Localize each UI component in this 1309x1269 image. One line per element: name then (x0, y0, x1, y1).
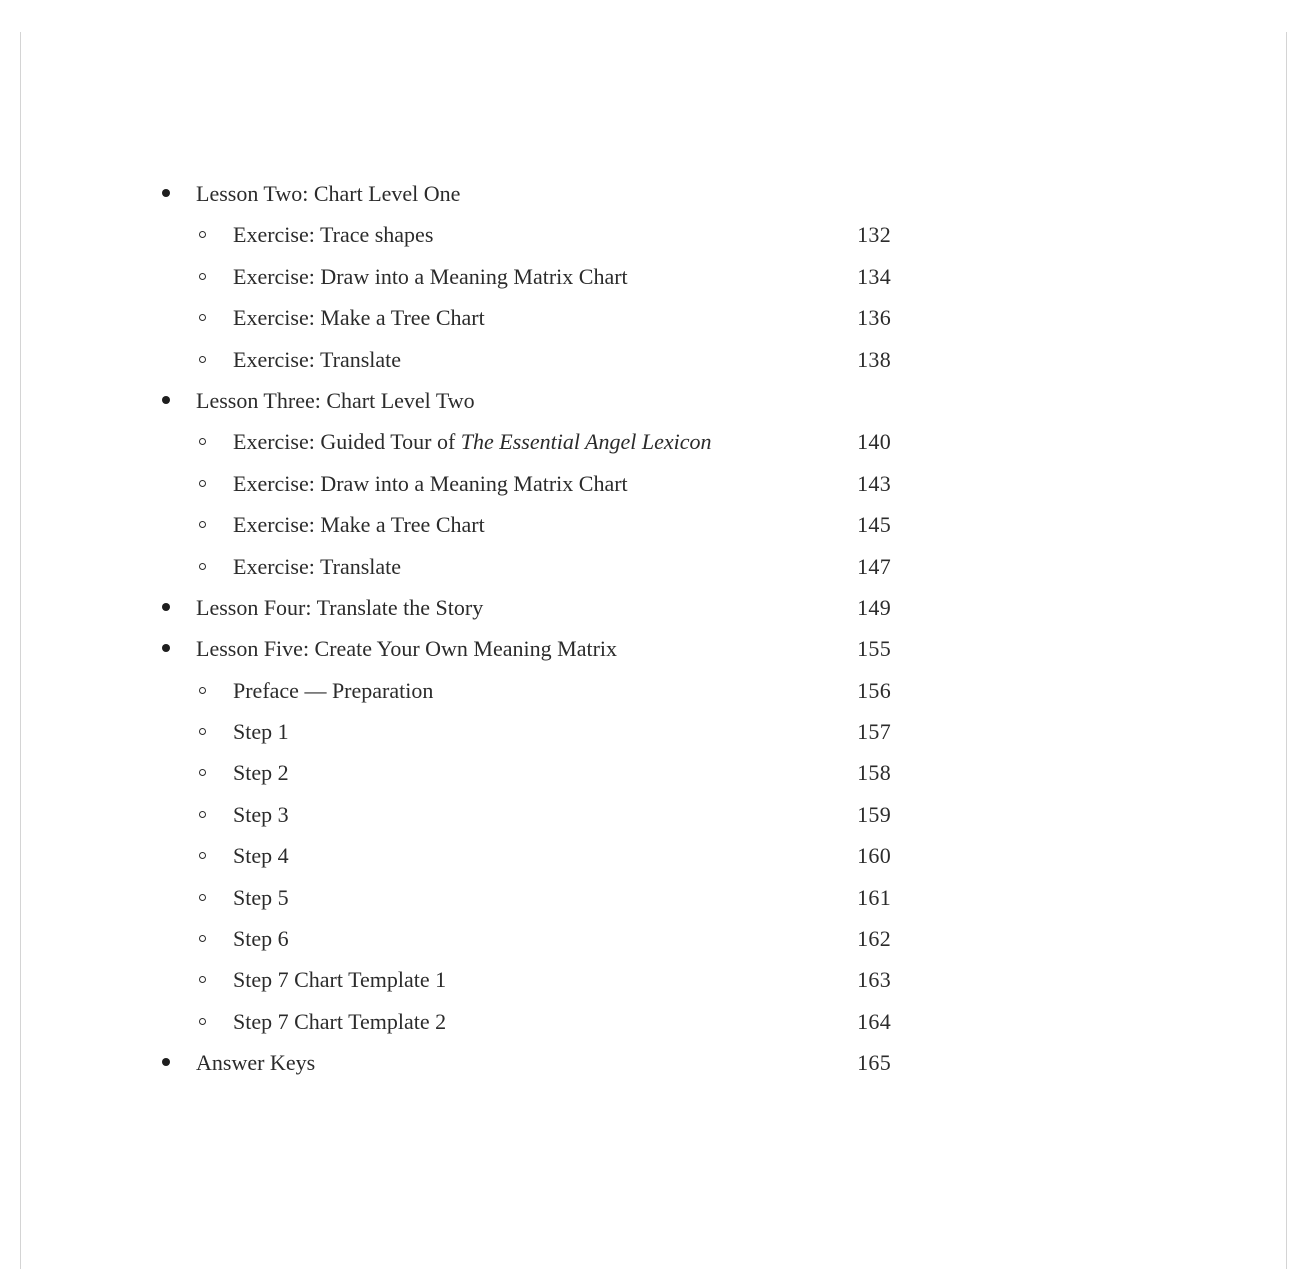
toc-entry-text: Step 5 (233, 884, 289, 910)
toc-page-number: 132 (857, 222, 891, 248)
toc-entry-title (233, 256, 628, 297)
toc-entry-text: Exercise: Translate (233, 346, 402, 372)
toc-entry-text: Lesson Three: Chart Level Two (196, 387, 475, 413)
toc-entry-title (233, 711, 289, 752)
toc-entry-text: Step 3 (233, 801, 289, 827)
toc-subentry (21, 959, 1288, 1000)
toc-page-number: 158 (857, 760, 891, 786)
toc-entry-text: Exercise: Draw into a Meaning Matrix Chart (233, 470, 628, 496)
toc-entry-text: Step 1 (233, 719, 289, 745)
toc-entry-text: Step 7 Chart Template 2 (233, 1008, 447, 1034)
toc-subentry (21, 1001, 1288, 1042)
toc-page-number: 147 (857, 553, 891, 579)
table-of-contents (21, 173, 1288, 1084)
toc-entry-title (233, 297, 485, 338)
toc-subentry (21, 546, 1288, 587)
toc-section-entry (21, 380, 1288, 421)
toc-page-number: 165 (857, 1050, 891, 1076)
toc-entry-text: Exercise: Make a Tree Chart (233, 512, 485, 538)
toc-entry-title (233, 959, 446, 1000)
toc-entry-title (233, 794, 289, 835)
toc-section-entry (21, 1042, 1288, 1083)
toc-entry-title (196, 587, 483, 628)
toc-entry-text: Exercise: Translate (233, 553, 402, 579)
toc-page-number: 143 (857, 470, 891, 496)
toc-entry-text: Exercise: Guided Tour of (233, 429, 461, 455)
toc-entry-title (196, 173, 460, 214)
toc-subentry (21, 835, 1288, 876)
toc-section-entry (21, 628, 1288, 669)
toc-subentry (21, 463, 1288, 504)
toc-page-number: 159 (857, 801, 891, 827)
toc-section-entry (21, 587, 1288, 628)
toc-entry-title (233, 752, 289, 793)
toc-entry-title (233, 1001, 446, 1042)
toc-page-number: 163 (857, 967, 891, 993)
toc-entry-text: Lesson Two: Chart Level One (196, 181, 461, 206)
toc-entry-text: Exercise: Draw into a Meaning Matrix Chart (233, 263, 628, 289)
toc-entry-title (196, 628, 617, 669)
toc-page-number: 140 (857, 429, 891, 455)
toc-page-number: 162 (857, 926, 891, 952)
toc-subentry (21, 421, 1288, 462)
toc-entry-text: Step 6 (233, 926, 289, 952)
toc-entry-title (233, 835, 289, 876)
toc-entry-text: Step 2 (233, 760, 289, 786)
toc-page-number: 157 (857, 719, 891, 745)
toc-entry-book-title: The Essential Angel Lexicon (460, 429, 712, 455)
toc-section-entry (21, 173, 1288, 214)
toc-entry-title (233, 463, 628, 504)
toc-subentry (21, 297, 1288, 338)
toc-entry-title (196, 1042, 315, 1083)
toc-page-number: 145 (857, 512, 891, 538)
toc-page-number: 156 (857, 677, 891, 703)
toc-entry-text: Lesson Four: Translate the Story (196, 594, 484, 620)
toc-entry-title (233, 421, 712, 462)
toc-subentry (21, 918, 1288, 959)
toc-subentry (21, 752, 1288, 793)
toc-subentry (21, 339, 1288, 380)
toc-entry-title (233, 546, 401, 587)
toc-entry-title (233, 339, 401, 380)
toc-page-number: 138 (857, 346, 891, 372)
toc-entry-title (233, 877, 289, 918)
toc-page-number: 160 (857, 843, 891, 869)
toc-entry-text: Preface — Preparation (233, 677, 434, 703)
toc-entry-text: Step 4 (233, 843, 289, 869)
toc-subentry (21, 256, 1288, 297)
toc-subentry (21, 504, 1288, 545)
toc-page-number: 155 (857, 636, 891, 662)
toc-entry-title (196, 380, 475, 421)
document-page (20, 32, 1287, 1269)
toc-page-number: 164 (857, 1008, 891, 1034)
toc-entry-text: Exercise: Make a Tree Chart (233, 305, 485, 331)
toc-subentry (21, 794, 1288, 835)
toc-page-number: 161 (857, 884, 891, 910)
toc-entry-text: Step 7 Chart Template 1 (233, 967, 447, 993)
toc-entry-text: Lesson Five: Create Your Own Meaning Matrix (196, 636, 618, 662)
toc-entry-text: Answer Keys (196, 1050, 316, 1076)
toc-page-number: 136 (857, 305, 891, 331)
toc-page-number: 149 (857, 594, 891, 620)
toc-page-number: 134 (857, 263, 891, 289)
toc-entry-title (233, 504, 485, 545)
toc-subentry (21, 214, 1288, 255)
toc-subentry (21, 711, 1288, 752)
toc-subentry (21, 670, 1288, 711)
toc-entry-title (233, 214, 433, 255)
toc-entry-title (233, 670, 433, 711)
toc-subentry (21, 877, 1288, 918)
toc-entry-title (233, 918, 289, 959)
toc-entry-text: Exercise: Trace shapes (233, 222, 434, 248)
